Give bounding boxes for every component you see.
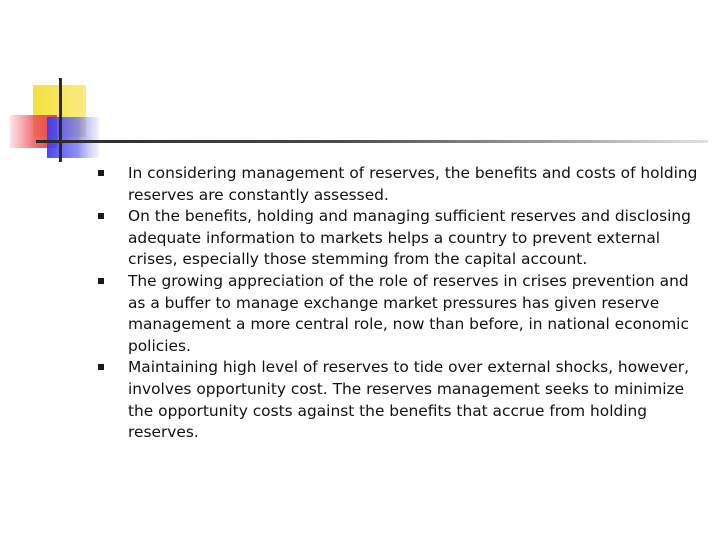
square-bullet-icon <box>98 213 104 219</box>
square-bullet-icon <box>98 170 104 176</box>
vertical-rule <box>59 78 62 162</box>
bullet-item <box>98 357 710 443</box>
horizontal-rule <box>36 140 708 143</box>
title-decoration <box>0 0 720 170</box>
bullet-text: Maintaining high level of reserves to tide over external shocks, however, involves opportunity cost. The reserves management seeks to minimize the opportunity costs against the benefits that accrue from holding reserves. <box>128 358 689 442</box>
blue-block <box>47 117 99 158</box>
bullet-list <box>98 163 710 444</box>
bullet-item <box>98 206 710 271</box>
square-bullet-icon <box>98 364 104 370</box>
bullet-item <box>98 163 710 206</box>
bullet-text: On the benefits, holding and managing sufficient reserves and disclosing adequate information to markets helps a country to prevent external crises, especially those stemming from the capital account. <box>128 207 691 269</box>
bullet-text: In considering management of reserves, the benefits and costs of holding reserves are constantly assessed. <box>128 164 698 204</box>
slide-body <box>98 163 710 444</box>
bullet-item <box>98 271 710 357</box>
bullet-text: The growing appreciation of the role of reserves in crises prevention and as a buffer to manage exchange market pressures has given reserve management a more central role, now than before, in national economic policies. <box>128 271 689 355</box>
square-bullet-icon <box>98 278 104 284</box>
